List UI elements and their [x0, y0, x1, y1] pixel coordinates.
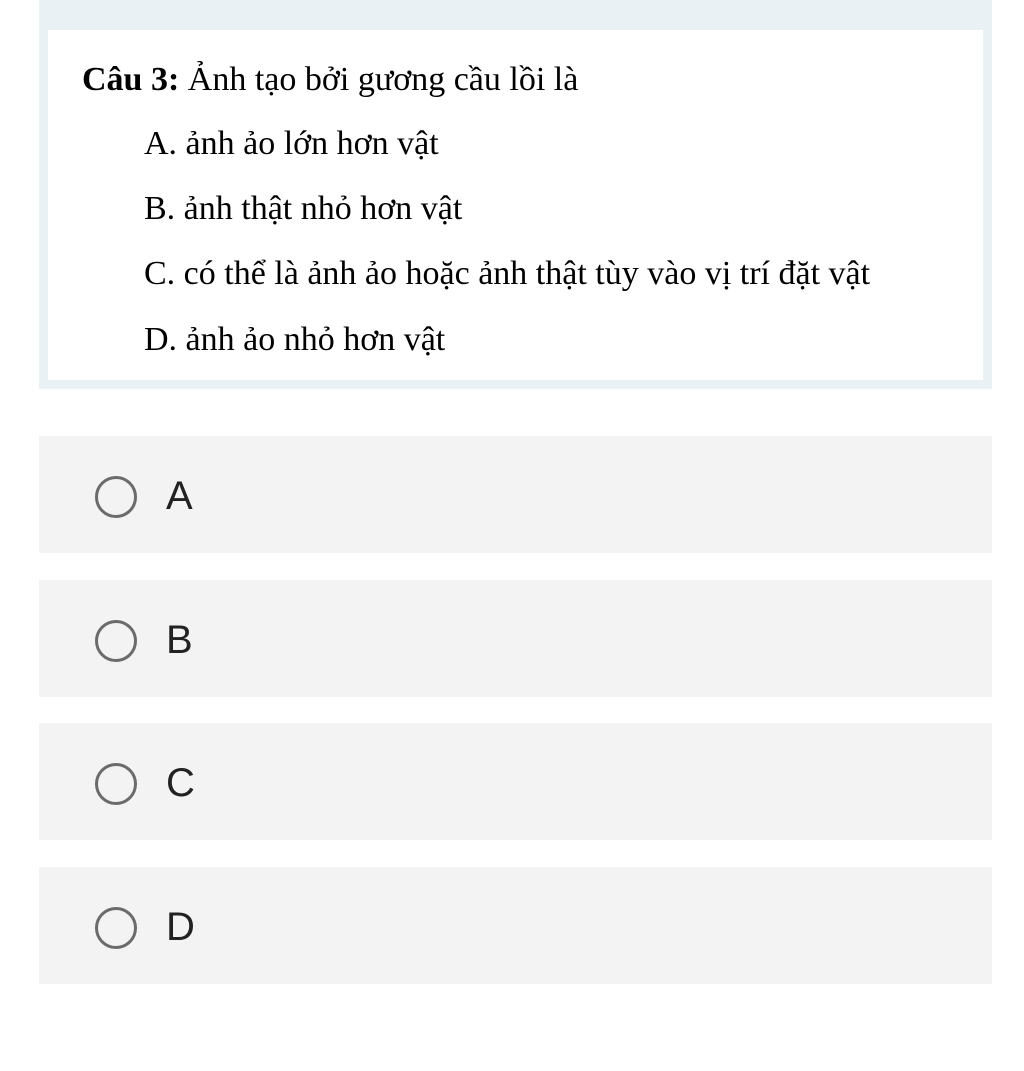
question-number: Câu 3: — [82, 61, 180, 98]
question-text — [82, 58, 578, 102]
radio-button-icon[interactable] — [95, 620, 137, 662]
question-option-d: D. ảnh ảo nhỏ hơn vật — [144, 321, 446, 358]
answer-choice-a[interactable] — [39, 436, 992, 553]
radio-button-icon[interactable] — [95, 907, 137, 949]
answer-choice-b[interactable] — [39, 580, 992, 697]
question-option-a: A. ảnh ảo lớn hơn vật — [144, 125, 439, 162]
question-option-c: C. có thể là ảnh ảo hoặc ảnh thật tùy vào vị trí đặt vật — [144, 255, 871, 292]
question-option-b: B. ảnh thật nhỏ hơn vật — [144, 190, 463, 227]
radio-button-icon[interactable] — [95, 476, 137, 518]
answer-choice-label: A — [166, 474, 193, 518]
question-stem: Ảnh tạo bởi gương cầu lồi là — [179, 61, 579, 98]
answer-choice-label: B — [166, 618, 193, 662]
answer-choice-label: D — [166, 905, 195, 949]
answer-choice-label: C — [166, 761, 195, 805]
answer-choice-d[interactable] — [39, 867, 992, 984]
answer-choice-c[interactable] — [39, 723, 992, 840]
radio-button-icon[interactable] — [95, 763, 137, 805]
